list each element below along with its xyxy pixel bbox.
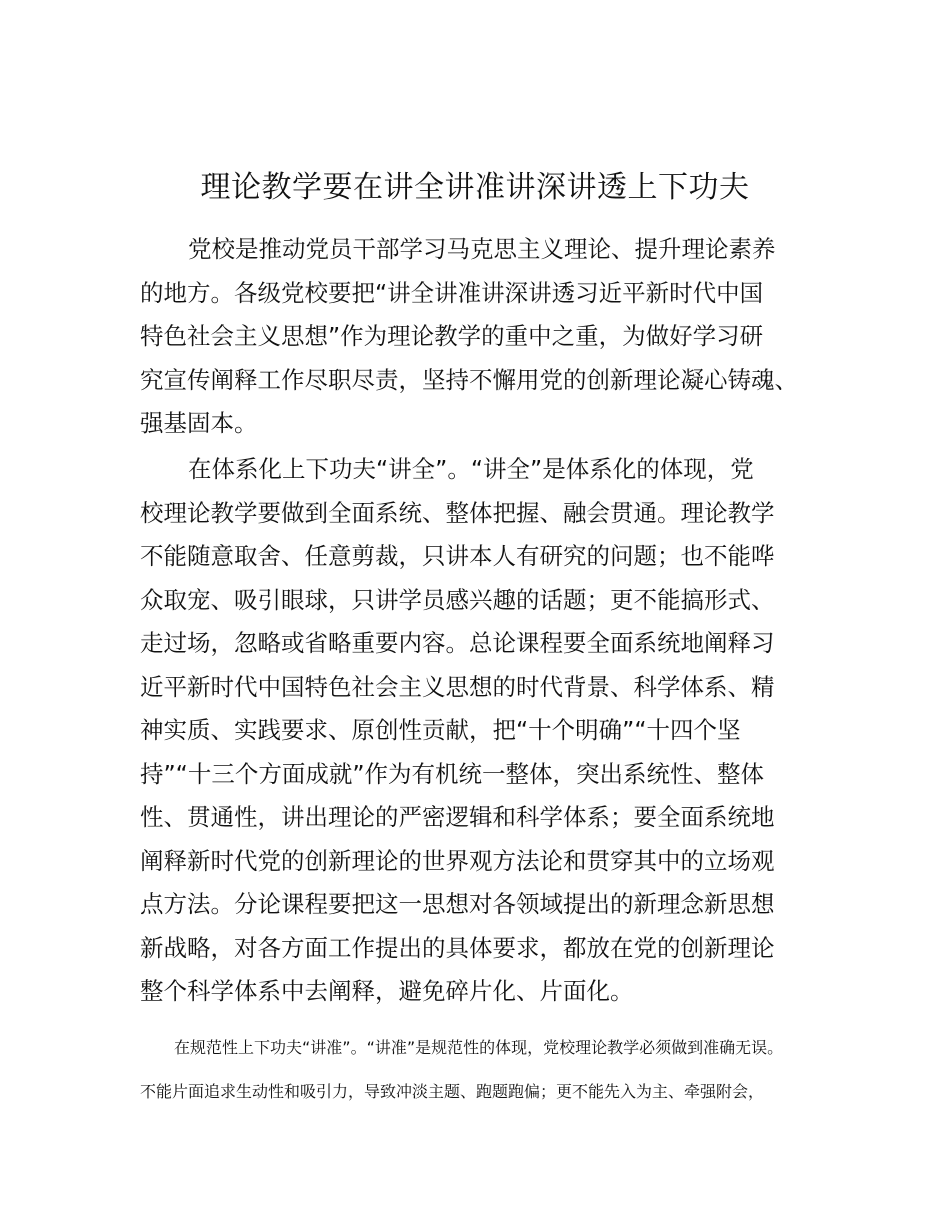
paragraph-line: 新战略，对各方面工作提出的具体要求，都放在党的创新理论 xyxy=(140,933,775,962)
paragraph-line: 性、贯通性，讲出理论的严密逻辑和科学体系；要全面系统地 xyxy=(140,803,775,831)
paragraph-2 xyxy=(140,448,820,1014)
paragraph-line: 整个科学体系中去阐释，避免碎片化、片面化。 xyxy=(140,977,634,1005)
paragraph-line: 校理论教学要做到全面系统、整体把握、融会贯通。理论教学 xyxy=(140,498,775,527)
paragraph-line: 强基固本。 xyxy=(140,409,258,437)
paragraph-line: 走过场，忽略或省略重要内容。总论课程要全面系统地阐释习 xyxy=(140,629,775,657)
paragraph-line: 众取宠、吸引眼球，只讲学员感兴趣的话题；更不能搞形式、 xyxy=(140,585,775,614)
paragraph-line: 在规范性上下功夫“讲准”。“讲准”是规范性的体现，党校理论教学必须做到准确无误。 xyxy=(174,1038,784,1057)
paragraph-line: 究宣传阐释工作尽职尽责，坚持不懈用党的创新理论凝心铸魂、 xyxy=(140,365,798,394)
paragraph-line: 阐释新时代党的创新理论的世界观方法论和贯穿其中的立场观 xyxy=(140,846,775,875)
document-title: 理论教学要在讲全讲准讲深讲透上下功夫 xyxy=(200,170,750,205)
paragraph-line: 不能随意取舍、任意剪裁，只讲本人有研究的问题；也不能哗 xyxy=(140,542,775,570)
paragraph-line: 的地方。各级党校要把“讲全讲准讲深讲透习近平新时代中国 xyxy=(140,278,764,307)
paragraph-line: 近平新时代中国特色社会主义思想的时代背景、科学体系、精 xyxy=(140,672,775,701)
paragraph-line: 在体系化上下功夫“讲全”。“讲全”是体系化的体现，党 xyxy=(188,455,754,483)
paragraph-line: 点方法。分论课程要把这一思想对各领域提出的新理念新思想 xyxy=(140,890,775,918)
paragraph-1 xyxy=(140,228,820,446)
paragraph-3-line-1 xyxy=(140,1035,830,1061)
paragraph-line: 神实质、实践要求、原创性贡献，把“十个明确”“十四个坚 xyxy=(140,716,741,744)
paragraph-line: 党校是推动党员干部学习马克思主义理论、提升理论素养 xyxy=(188,235,776,263)
paragraph-line: 特色社会主义思想”作为理论教学的重中之重，为做好学习研 xyxy=(140,322,764,350)
paragraph-line: 持”“十三个方面成就”作为有机统一整体，突出系统性、整体 xyxy=(140,759,765,788)
paragraph-line: 不能片面追求生动性和吸引力，导致冲淡主题、跑题跑偏；更不能先入为主、牵强附会， xyxy=(140,1082,765,1101)
paragraph-3-line-2 xyxy=(140,1079,830,1105)
